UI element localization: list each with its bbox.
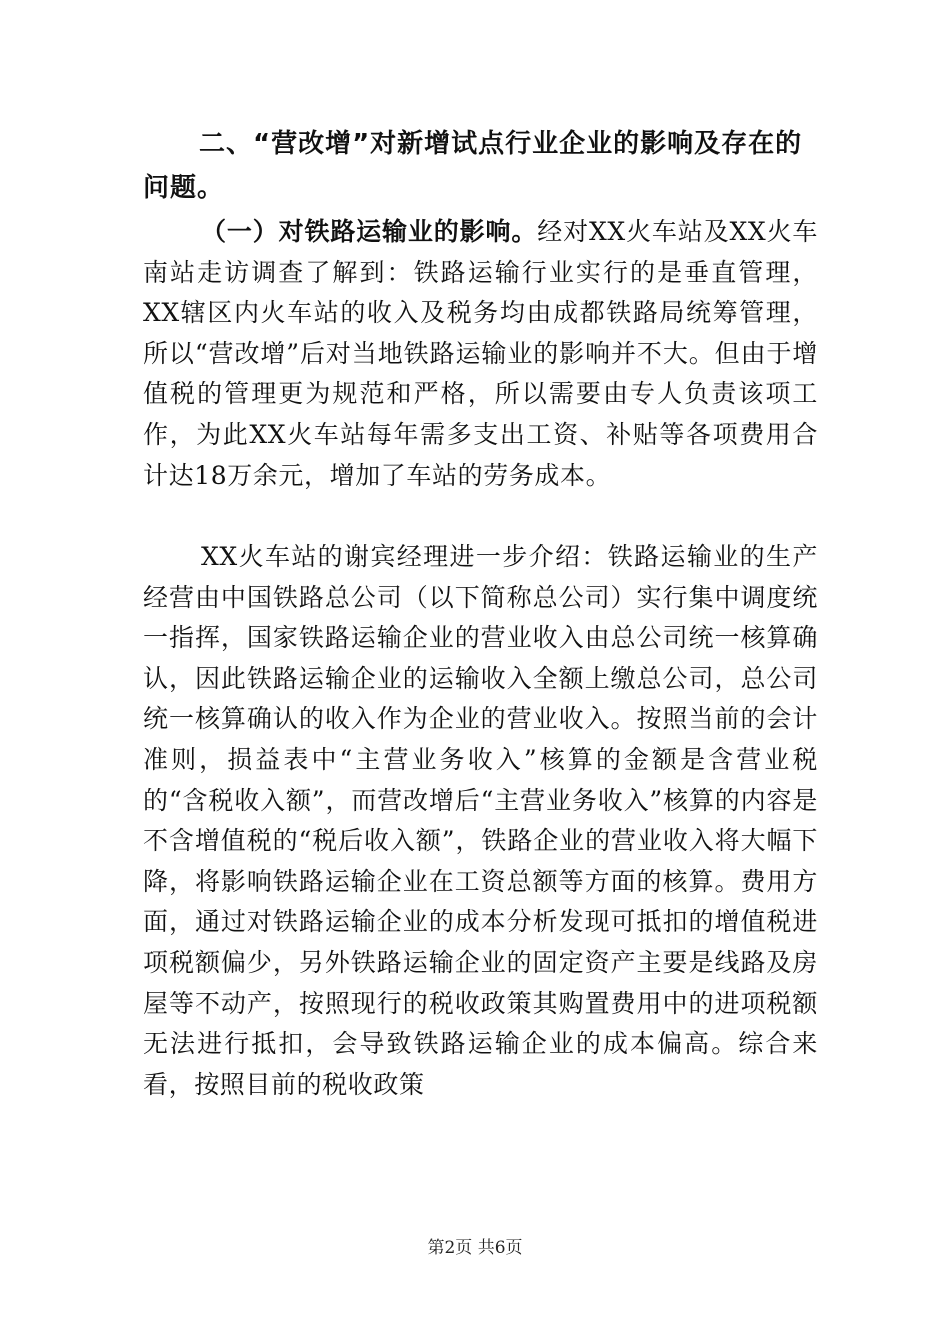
paragraph-body: XX火车站的谢宾经理进一步介绍：铁路运输业的生产经营由中国铁路总公司（以下简称总公司）实行集中调度统一指挥，国家铁路运输企业的营业收入由总公司统一核算确认，因此铁路运输企业的运输收入全额上缴总公司，总公司统一核算确认的收入作为企业的营业收入。按照当前的会计准则，损益表中“主营业务收入”核算的金额是含营业税的“含税收入额”，而营改增后“主营业务收入”核算的内容是不含增值税的“税后收入额”，铁路企业的营业收入将大幅下降，将影响铁路运输企业在工资总额等方面的核算。费用方面，通过对铁路运输企业的成本分析发现可抵扣的增值税进项税额偏少，另外铁路运输企业的固定资产主要是线路及房屋等不动产，按照现行的税收政策其购置费用中的进项税额无法进行抵扣，会导致铁路运输企业的成本偏高。综合来看，按照目前的税收政策 [143, 542, 818, 1099]
paragraph-subheading: （一）对铁路运输业的影响。 [201, 217, 538, 246]
paragraph-body: 经对XX火车站及XX火车南站走访调查了解到：铁路运输行业实行的是垂直管理，XX辖区内火车站的收入及税务均由成都铁路局统筹管理，所以“营改增”后对当地铁路运输业的影响并不大。但由于增值税的管理更为规范和严格，所以需要由专人负责该项工作，为此XX火车站每年需多支出工资、补贴等各项费用合计达18万余元，增加了车站的劳务成本。 [143, 217, 818, 490]
paragraph-railway-impact [143, 212, 818, 496]
paragraph-manager-introduction [143, 537, 818, 1105]
page-footer: 第2页 共6页 [427, 1238, 523, 1258]
section-heading: 二、“营改增”对新增试点行业企业的影响及存在的问题。 [143, 129, 803, 203]
